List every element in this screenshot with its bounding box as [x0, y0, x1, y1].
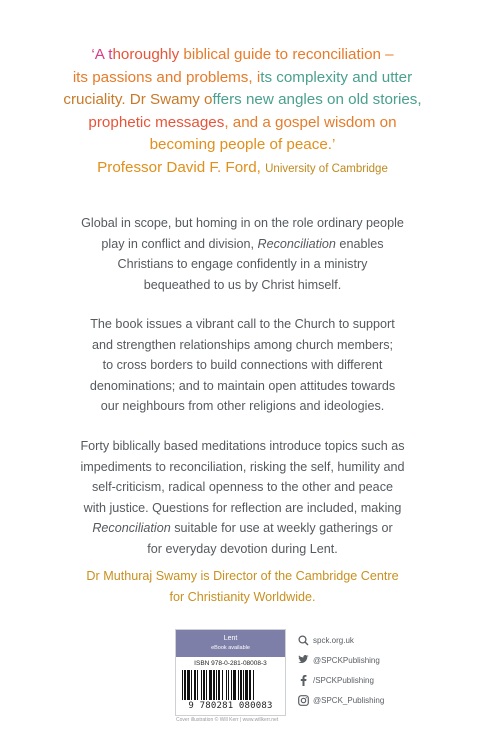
facebook-handle: /SPCKPublishing — [313, 675, 374, 685]
author-bio-line: for Christianity Worldwide. — [169, 590, 316, 604]
isbn-text: ISBN 978-0-281-08008-3 — [194, 660, 267, 667]
paragraph-line: bequeathed to us by Christ himself. — [143, 277, 342, 292]
author-bio — [30, 566, 455, 608]
description-paragraph-2 — [30, 314, 455, 417]
twitter-icon — [297, 654, 309, 666]
paragraph-line: denominations; and to maintain open attitudes towards — [89, 378, 396, 393]
cover-credit: Cover illustration © Will Kerr | www.willkerr.net — [176, 717, 279, 723]
description-paragraph-3 — [30, 436, 455, 560]
paragraph-line: impediments to reconciliation, risking the self, humility and — [80, 459, 405, 474]
paragraph-line: The book issues a vibrant call to the Church to support — [90, 317, 395, 331]
category-strip — [176, 630, 285, 657]
quote-line: prophetic messages, and a gospel wisdom on — [88, 113, 397, 131]
instagram-link[interactable] — [297, 690, 457, 710]
category-label: Lent — [223, 635, 238, 642]
barcode-panel — [175, 629, 286, 716]
description-paragraph-1 — [30, 213, 455, 295]
paragraph-line: Forty biblically based meditations introduce topics such as — [80, 439, 405, 453]
paragraph-line: Reconciliation suitable for use at weekly gatherings or — [92, 521, 393, 536]
quote-attribution — [20, 157, 465, 181]
ebook-note: eBook available — [211, 645, 250, 651]
paragraph-line: our neighbours from other religions and ideologies. — [100, 399, 385, 414]
author-bio-line: Dr Muthuraj Swamy is Director of the Cambridge Centre — [86, 569, 399, 583]
paragraph-line: Christians to engage confidently in a ministry — [117, 257, 368, 272]
paragraph-line: play in conflict and division, Reconciliation enables — [101, 236, 384, 251]
attribution-name: Professor David F. Ford, — [97, 158, 261, 176]
quote-line: becoming people of peace.’ — [149, 136, 336, 153]
twitter-handle: @SPCKPublishing — [313, 655, 380, 665]
facebook-link[interactable] — [297, 670, 457, 690]
website-text: spck.org.uk — [313, 635, 354, 645]
endorsement-quote — [20, 44, 465, 180]
paragraph-line: and strengthen relationships among church members; — [91, 337, 393, 352]
website-link[interactable] — [297, 630, 457, 650]
instagram-handle: @SPCK_Publishing — [313, 695, 385, 705]
quote-line: its passions and problems, its complexity and utter — [72, 68, 413, 86]
paragraph-line: with justice. Questions for reflection are included, making — [83, 500, 402, 515]
instagram-icon — [297, 694, 309, 706]
publisher-links — [297, 630, 457, 710]
facebook-icon — [297, 674, 309, 686]
quote-line: cruciality. Dr Swamy offers new angles on old stories, — [63, 91, 422, 108]
paragraph-line: Global in scope, but homing in on the role ordinary people — [81, 216, 404, 230]
quote-line: ‘A thoroughly biblical guide to reconciliation – — [91, 46, 394, 63]
paragraph-line: to cross borders to build connections with different — [102, 358, 383, 373]
twitter-link[interactable] — [297, 650, 457, 670]
paragraph-line: self-criticism, radical openness to the other and peace — [91, 480, 393, 495]
paragraph-line: for everyday devotion during Lent. — [147, 541, 338, 556]
barcode-digits: 9 780281 080083 — [188, 701, 273, 711]
search-icon — [297, 634, 309, 646]
barcode-image — [182, 670, 279, 700]
attribution-affiliation: University of Cambridge — [265, 162, 388, 175]
